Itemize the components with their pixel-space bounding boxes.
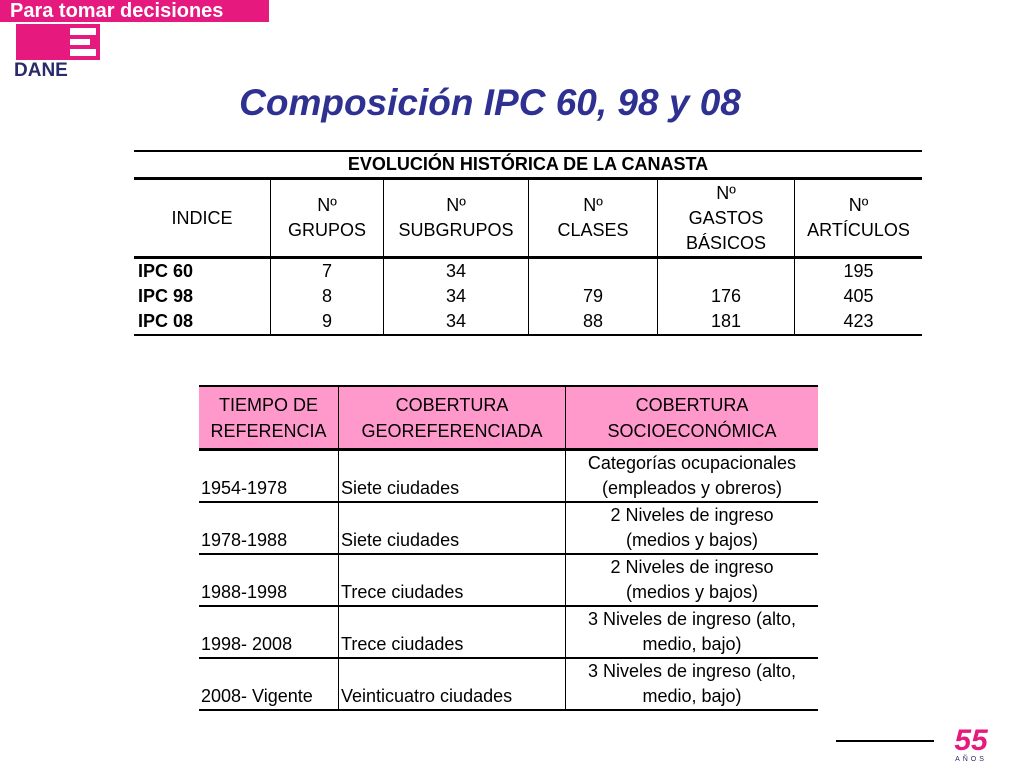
table-row (199, 606, 818, 658)
cell-period: 1954-1978 (199, 450, 339, 503)
cell-period: 2008- Vigente (199, 658, 339, 710)
cell-clases: 79 (529, 284, 658, 309)
table-row (134, 258, 922, 285)
column-header-indice: INDICE (134, 179, 271, 258)
cell-subgrupos: 34 (384, 258, 529, 285)
cell-indice: IPC 60 (138, 261, 194, 281)
cell-subgrupos: 34 (384, 309, 529, 335)
coverage-table (199, 385, 818, 711)
cell-socio: 3 Niveles de ingreso (alto, medio, bajo) (566, 606, 819, 658)
cell-geo: Siete ciudades (339, 450, 566, 503)
cell-socio: Categorías ocupacionales (empleados y obreros) (566, 450, 819, 503)
page-title: Composición IPC 60, 98 y 08 (239, 82, 741, 123)
table-row (134, 284, 922, 309)
cell-articulos: 195 (795, 258, 923, 285)
anniversary-number: 55 (954, 726, 988, 757)
column-header-grupos: Nº GRUPOS (271, 179, 384, 258)
cell-period: 1998- 2008 (199, 606, 339, 658)
column-header-socioeconomica: COBERTURA SOCIOECONÓMICA (566, 386, 819, 450)
cell-period: 1988-1998 (199, 554, 339, 606)
cell-geo: Veinticuatro ciudades (339, 658, 566, 710)
anniversary-word: AÑOS (955, 756, 987, 762)
footer-divider (836, 740, 934, 742)
cell-articulos: 405 (795, 284, 923, 309)
cell-gastos: 176 (658, 284, 795, 309)
table-caption: EVOLUCIÓN HISTÓRICA DE LA CANASTA (134, 151, 922, 179)
column-header-subgrupos: Nº SUBGRUPOS (384, 179, 529, 258)
cell-grupos: 7 (271, 258, 384, 285)
anniversary-logo-icon (940, 726, 1002, 762)
table-row (199, 502, 818, 554)
column-header-georeferenciada: COBERTURA GEOREFERENCIADA (339, 386, 566, 450)
cell-geo: Siete ciudades (339, 502, 566, 554)
cell-clases: 88 (529, 309, 658, 335)
cell-grupos: 8 (271, 284, 384, 309)
cell-subgrupos: 34 (384, 284, 529, 309)
tagline-banner: Para tomar decisiones (0, 0, 269, 22)
cell-gastos (658, 258, 795, 285)
cell-socio: 2 Niveles de ingreso (medios y bajos) (566, 554, 819, 606)
logo-wordmark: DANE (14, 60, 68, 81)
column-header-clases: Nº CLASES (529, 179, 658, 258)
table-row (134, 309, 922, 335)
cell-clases (529, 258, 658, 285)
canasta-evolution-table (134, 150, 922, 336)
cell-indice: IPC 98 (138, 286, 194, 306)
table-row (199, 554, 818, 606)
column-header-tiempo: TIEMPO DE REFERENCIA (199, 386, 339, 450)
column-header-gastos: Nº GASTOS BÁSICOS (658, 179, 795, 258)
table-row (199, 450, 818, 503)
cell-gastos: 181 (658, 309, 795, 335)
table-row (199, 658, 818, 710)
cell-grupos: 9 (271, 309, 384, 335)
cell-geo: Trece ciudades (339, 606, 566, 658)
cell-geo: Trece ciudades (339, 554, 566, 606)
cell-period: 1978-1988 (199, 502, 339, 554)
cell-articulos: 423 (795, 309, 923, 335)
cell-socio: 3 Niveles de ingreso (alto, medio, bajo) (566, 658, 819, 710)
cell-indice: IPC 08 (134, 309, 271, 335)
cell-socio: 2 Niveles de ingreso (medios y bajos) (566, 502, 819, 554)
column-header-articulos: Nº ARTÍCULOS (795, 179, 923, 258)
